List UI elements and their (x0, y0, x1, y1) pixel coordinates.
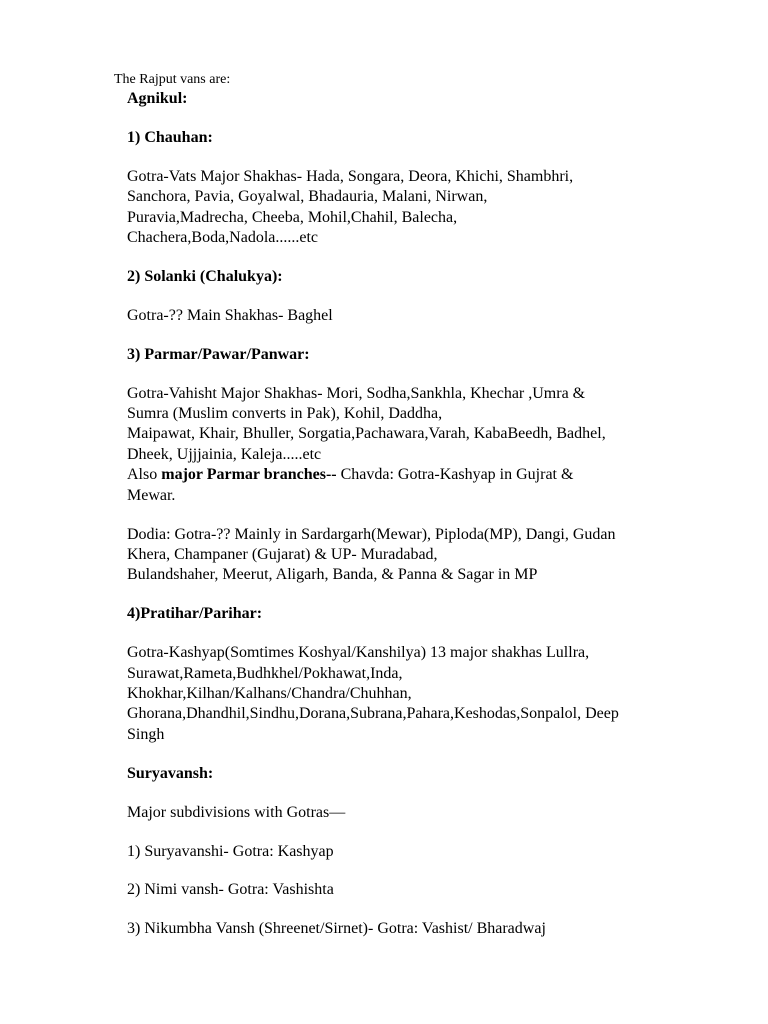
list-item: 1) Suryavanshi- Gotra: Kashyap (127, 842, 334, 860)
intro-text: The Rajput vans are: (114, 72, 231, 87)
text-line: Mewar. (127, 486, 176, 504)
text-line: Bulandshaher, Meerut, Aligarh, Banda, & Panna & Sagar in MP (127, 566, 538, 584)
chauhan-paragraph (127, 167, 687, 249)
text-line: Dodia: Gotra-?? Mainly in Sardargarh(Mewar), Piploda(MP), Dangi, Gudan (127, 525, 616, 543)
text-line: Khokhar,Kilhan/Kalhans/Chandra/Chuhhan, (127, 685, 412, 703)
chauhan-heading: 1) Chauhan: (127, 128, 213, 146)
text-line: Surawat,Rameta,Budhkhel/Pokhawat,Inda, (127, 664, 403, 682)
document-body (127, 89, 687, 958)
solanki-heading: 2) Solanki (Chalukya): (127, 267, 283, 285)
text-line: Ghorana,Dhandhil,Sindhu,Dorana,Subrana,Pahara,Keshodas,Sonpalol, Deep (127, 705, 619, 723)
text-line: Chachera,Boda,Nadola......etc (127, 229, 319, 247)
text-line: Puravia,Madrecha, Cheeba, Mohil,Chahil, Balecha, (127, 208, 458, 226)
text-line: Singh (127, 725, 165, 743)
text-line: Gotra-Kashyap(Somtimes Koshyal/Kanshilya) 13 major shakhas Lullra, (127, 644, 590, 662)
dodia-paragraph (127, 525, 687, 586)
text-line: Gotra-Vahisht Major Shakhas- Mori, Sodha,Sankhla, Khechar ,Umra & (127, 384, 586, 402)
text-line: Dheek, Ujjjainia, Kaleja.....etc (127, 445, 322, 463)
parmar-heading: 3) Parmar/Pawar/Panwar: (127, 345, 310, 363)
pratihar-paragraph (127, 643, 687, 745)
suryavansh-heading: Suryavansh: (127, 764, 214, 782)
list-item: 2) Nimi vansh- Gotra: Vashishta (127, 881, 334, 899)
text-line: Khera, Champaner (Gujarat) & UP- Muradabad, (127, 546, 438, 563)
text-line: Gotra-?? Main Shakhas- Baghel (127, 306, 333, 324)
also-line: Also major Parmar branches-- Chavda: Gotra-Kashyap in Gujrat & (127, 466, 574, 484)
text-line: Gotra-Vats Major Shakhas- Hada, Songara, Deora, Khichi, Shambhri, (127, 167, 574, 185)
solanki-paragraph (127, 306, 687, 326)
text-line: Sumra (Muslim converts in Pak), Kohil, Daddha, (127, 405, 443, 423)
pratihar-heading: 4)Pratihar/Parihar: (127, 605, 263, 623)
suryavansh-intro: Major subdivisions with Gotras— (127, 803, 346, 821)
text-line: Maipawat, Khair, Bhuller, Sorgatia,Pachawara,Varah, KabaBeedh, Badhel, (127, 425, 606, 443)
list-item: 3) Nikumbha Vansh (Shreenet/Sirnet)- Gotra: Vashist/ Bharadwaj (127, 920, 546, 938)
agnikul-heading: Agnikul: (127, 90, 188, 107)
text-line: Sanchora, Pavia, Goyalwal, Bhadauria, Malani, Nirwan, (127, 188, 488, 206)
parmar-paragraph (127, 384, 687, 506)
